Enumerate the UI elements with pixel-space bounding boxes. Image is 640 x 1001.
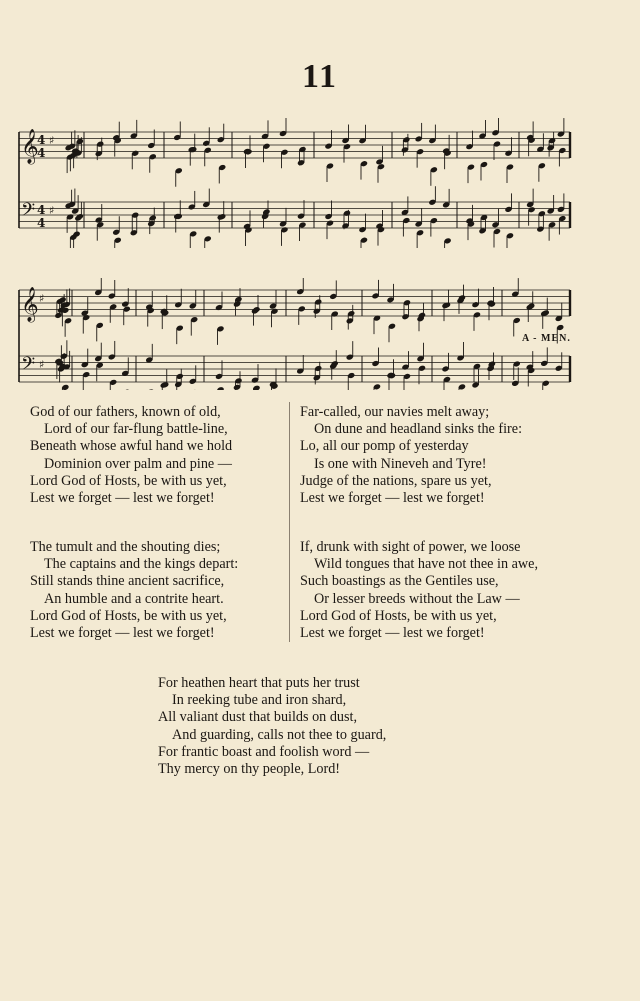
sharp-icon: ♯ — [39, 292, 45, 305]
note-head — [123, 389, 131, 390]
stanza-line: Judge of the nations, spare us yet, — [300, 472, 492, 489]
stanza-line: Far-called, our navies melt away; — [300, 404, 490, 420]
stanza-line: Wild tongues that have not thee in awe, — [314, 556, 538, 573]
bass-clef-icon: 𝄢 — [21, 200, 36, 225]
stanza-line: Still stands thine ancient sacrifice, — [30, 573, 225, 590]
stanza-line: In reeking tube and iron shard, — [172, 692, 347, 709]
stanza-5 — [158, 675, 386, 778]
stanza-line: And guarding, calls not thee to guard, — [172, 726, 387, 743]
stanza-line: Lo, all our pomp of yesterday — [300, 438, 469, 455]
note-head — [190, 389, 198, 390]
stanza-line: An humble and a contrite heart. — [44, 590, 224, 607]
stanza-line: Thy mercy on thy people, Lord! — [158, 761, 341, 778]
sharp-icon: ♯ — [39, 358, 45, 371]
stanza-line: Lord God of Hosts, be with us yet, — [30, 607, 227, 624]
stanza-line: If, drunk with sight of power, we loose — [300, 539, 521, 555]
stanza-line: The tumult and the shouting dies; — [30, 539, 221, 555]
stanza-line: Lord of our far-flung battle-line, — [44, 421, 228, 438]
stanza-line: For frantic boast and foolish word — — [158, 743, 370, 760]
stanza-line: Lest we forget — lest we forget! — [300, 625, 485, 642]
sharp-icon: ♯ — [49, 134, 55, 147]
stanza-3 — [30, 539, 238, 642]
treble-clef-icon: 𝄞 — [21, 129, 39, 164]
stanza-line: Lest we forget — lest we forget! — [30, 490, 215, 507]
stanza-line: Lest we forget — lest we forget! — [300, 490, 485, 507]
stanza-line: Such boastings as the Gentiles use, — [300, 573, 499, 590]
note-head — [147, 388, 155, 390]
amen-label: A - MEN. — [522, 333, 571, 344]
stanza-line: For heathen heart that puts her trust — [158, 675, 360, 691]
stanza-line: The captains and the kings depart: — [44, 556, 239, 573]
stanza-line: Lord God of Hosts, be with us yet, — [30, 472, 227, 489]
stanza-line: All valiant dust that builds on dust, — [158, 709, 358, 726]
music-system-2 — [14, 278, 574, 390]
treble-clef-icon: 𝄞 — [21, 287, 39, 322]
bass-clef-icon: 𝄢 — [21, 354, 36, 379]
sharp-icon: ♯ — [49, 204, 55, 217]
stanza-line: On dune and headland sinks the fire: — [314, 421, 523, 438]
time-signature: 4 — [37, 133, 46, 147]
stanza-line: Beneath whose awful hand we hold — [30, 438, 233, 455]
stanza-line: God of our fathers, known of old, — [30, 404, 221, 420]
column-divider — [289, 402, 290, 642]
stanza-line: Is one with Nineveh and Tyre! — [314, 455, 487, 472]
music-system-1 — [14, 118, 574, 248]
page-number: 11 — [301, 58, 339, 95]
time-signature: 4 — [37, 146, 46, 160]
stanza-line: Lord God of Hosts, be with us yet, — [300, 607, 497, 624]
note-head — [216, 386, 224, 390]
stanza-line: Lest we forget — lest we forget! — [30, 625, 215, 642]
time-signature: 4 — [37, 216, 46, 230]
time-signature: 4 — [37, 203, 46, 217]
stanza-line: Dominion over palm and pine — — [44, 455, 232, 472]
stanza-1 — [30, 404, 232, 507]
stanza-2 — [300, 404, 522, 507]
stanza-line: Or lesser breeds without the Law — — [314, 590, 520, 607]
stanza-4 — [300, 539, 538, 642]
